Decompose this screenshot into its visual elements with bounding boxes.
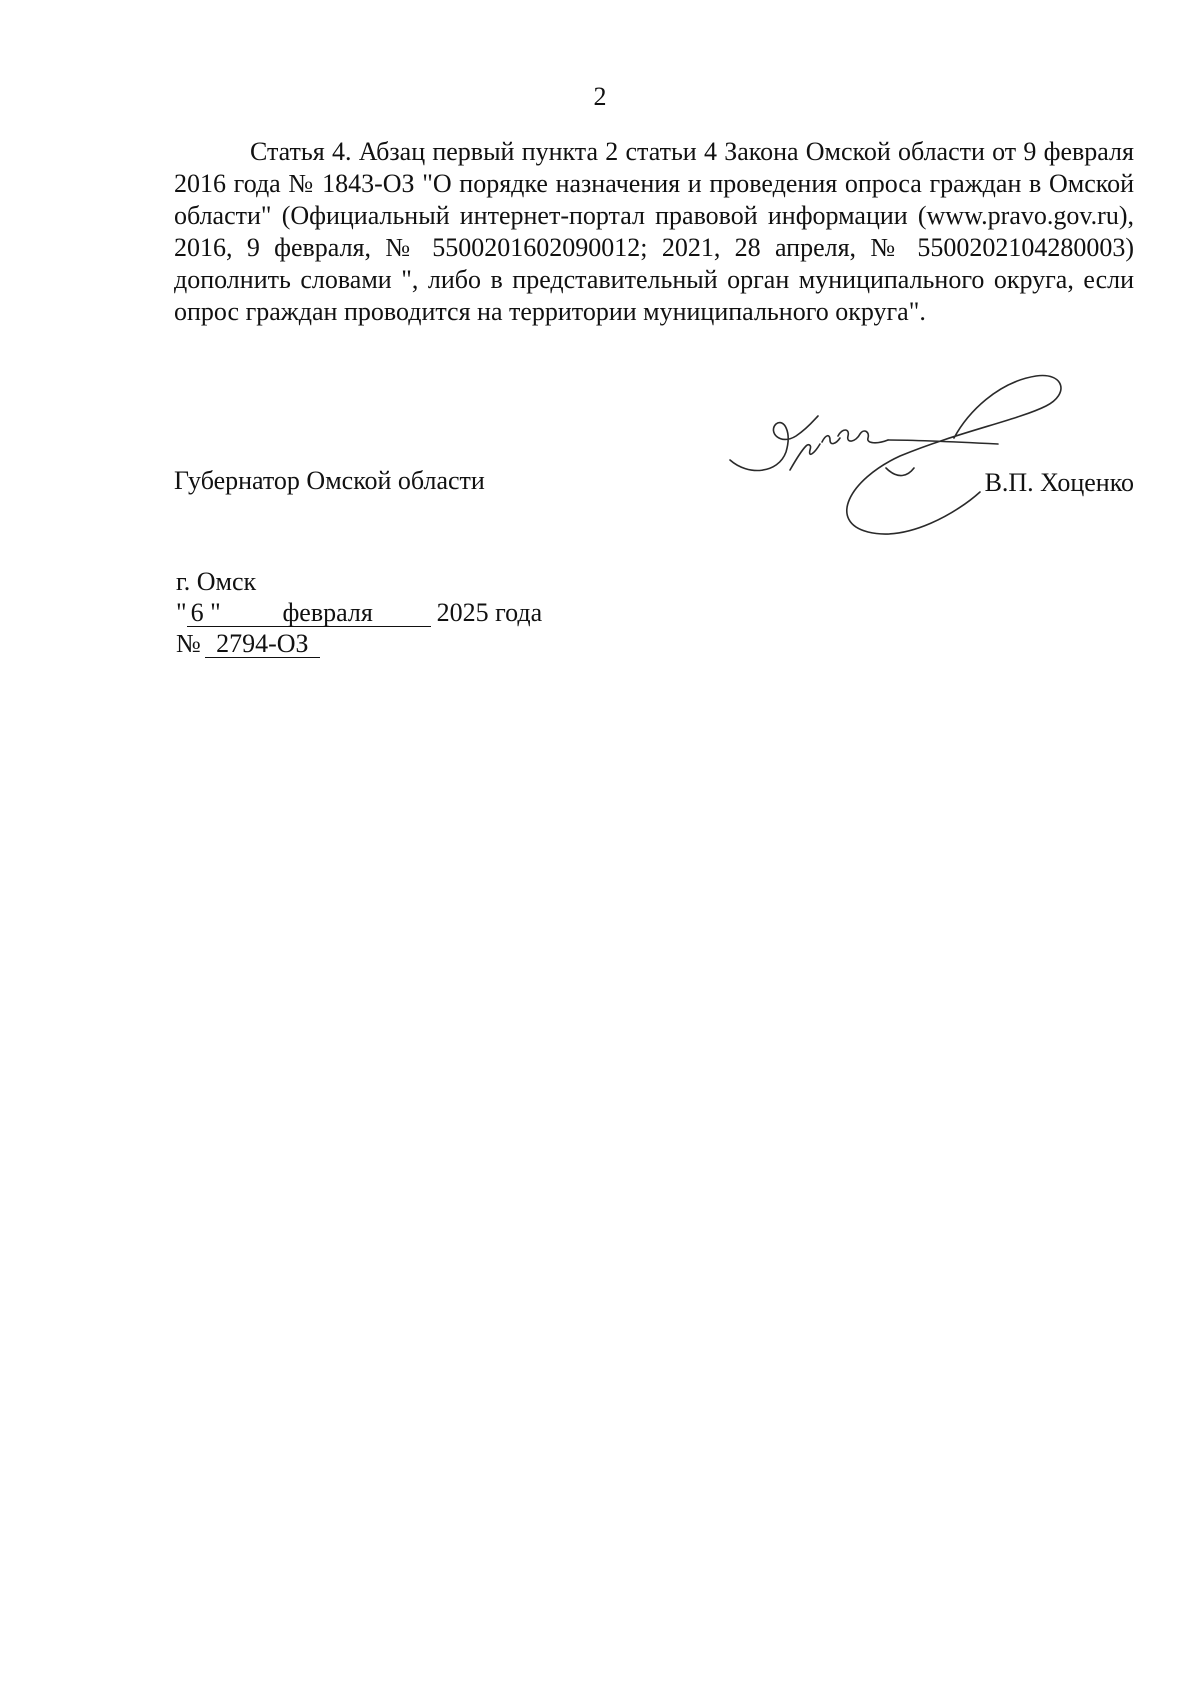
law-number: 2794-ОЗ xyxy=(205,631,320,658)
number-sign: № xyxy=(176,629,201,658)
law-number-line xyxy=(176,628,320,660)
date-day: 6 " xyxy=(187,600,225,627)
governor-name: В.П. Хоценко xyxy=(984,468,1134,497)
page-number: 2 xyxy=(593,82,607,111)
date-year: 2025 года xyxy=(436,598,543,627)
date-month: февраля xyxy=(225,600,431,627)
place-of-signing: г. Омск xyxy=(176,567,257,596)
handwritten-signature xyxy=(718,372,1078,550)
date-quote-open: " xyxy=(176,598,187,627)
date-line xyxy=(176,597,542,629)
governor-title: Губернатор Омской области xyxy=(174,466,485,495)
article-4-text: Статья 4. Абзац первый пункта 2 статьи 4 Закона Омской области от 9 февраля 2016 года № 1843-ОЗ "О порядке назначения и проведения опроса граждан в Омской области" (Официальный интернет-портал правовой информации (www.pravo.gov.ru), 2016, 9 февраля, № 5500201602090012; 2021, 28 апреля, № 5500202104280003) дополнить словами ", либо в представительный орган муниципального округа, если опрос граждан проводится на территории муниципального округа". xyxy=(174,137,1134,326)
